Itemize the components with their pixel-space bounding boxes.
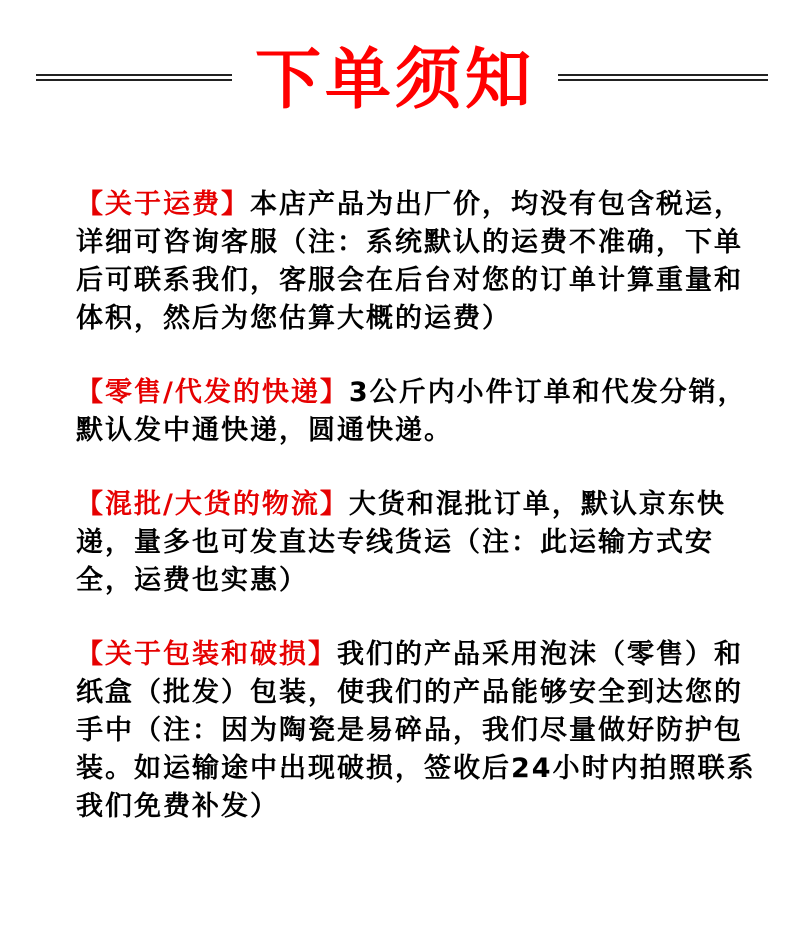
section-packaging-damage	[76, 636, 766, 826]
left-divider	[36, 74, 232, 81]
section-text: 我们的产品采用泡沫（零售）和纸盒（批发）包装，使我们的产品能够安全到达您的手中（注：因为陶瓷是易碎品，我们尽量做好防护包装。如运输途中出现破损，签收后24小时内拍照联系我们免费补发）	[76, 639, 756, 822]
section-text: 本店产品为出厂价，均没有包含税运，详细可咨询客服（注：系统默认的运费不准确，下单后可联系我们，客服会在后台对您的订单计算重量和体积，然后为您估算大概的运费）	[76, 189, 743, 334]
notice-content	[76, 186, 766, 862]
section-text: 3公斤内小件订单和代发分销，默认发中通快递，圆通快递。	[76, 377, 747, 446]
section-retail-express	[76, 374, 766, 450]
right-divider	[558, 74, 768, 81]
section-heading: 【关于包装和破损】	[76, 639, 337, 670]
section-heading: 【零售/代发的快递】	[76, 377, 349, 408]
section-heading: 【关于运费】	[76, 189, 250, 220]
section-shipping-fee	[76, 186, 766, 338]
page-title: 下单须知	[255, 41, 535, 118]
section-heading: 【混批/大货的物流】	[76, 489, 349, 520]
header	[0, 38, 790, 122]
section-bulk-logistics	[76, 486, 766, 600]
section-text: 大货和混批订单，默认京东快递，量多也可发直达专线货运（注：此运输方式安全，运费也实惠）	[76, 489, 726, 596]
